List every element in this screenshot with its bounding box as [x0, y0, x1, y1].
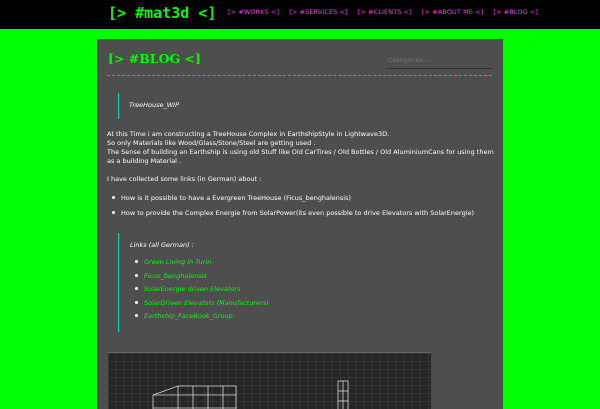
nav-clients[interactable]: [> #CLIENTS <]	[357, 8, 412, 16]
wireframe-render-image	[108, 352, 431, 409]
top-bar	[0, 0, 600, 29]
list-item	[135, 258, 269, 272]
links-intro: I have collected some links (in German) about :	[107, 175, 262, 183]
link-solar-elevator-manufacturers[interactable]: SolarDriven Elevators (Manufacturers)	[144, 298, 269, 307]
blog-panel	[97, 39, 503, 409]
body-line: So only Materials like Wood/Glass/Stone/Steel are getting used .	[107, 139, 316, 147]
nav-works[interactable]: [> #WORKS <]	[228, 8, 280, 16]
topic-list	[111, 194, 491, 224]
link-earthship-facebook-group[interactable]: Earthship_FaceBook_Group	[144, 312, 233, 320]
list-item	[135, 312, 269, 326]
post-body	[107, 130, 495, 184]
nav-about-me[interactable]: [> #ABOUT ME <]	[421, 8, 484, 16]
blog-title: [> #BLOG <]	[108, 51, 201, 66]
nav-services[interactable]: [> #SERVICES <]	[289, 8, 348, 16]
site-logo[interactable]: [> #mat3d <]	[108, 4, 217, 22]
link-ficus-benghalensis[interactable]: Ficus_benghalensis	[144, 271, 207, 280]
main-nav	[228, 8, 538, 16]
list-item	[135, 272, 269, 286]
list-item: How to provide the Complex Energie from SolarPower(its even possible to drive Elevators with SolarEnergie)	[111, 209, 491, 217]
post-title: TreeHouse_WIP	[129, 101, 180, 109]
link-green-living-turin[interactable]: Green Living in Turin	[144, 258, 212, 266]
list-item	[135, 285, 269, 299]
categories-input[interactable]	[386, 54, 492, 69]
body-line: At this Time i am constructing a TreeHouse Complex in EarthshipStyle in Lightwave3D.	[107, 130, 390, 138]
links-list	[135, 258, 269, 326]
links-quote	[118, 233, 479, 332]
links-title: Links (all German) :	[130, 241, 194, 249]
wireframe-drawing	[108, 353, 431, 409]
list-item	[135, 299, 269, 313]
dashed-divider	[107, 75, 492, 76]
nav-blog[interactable]: [> #BLOG <]	[493, 8, 538, 16]
list-item: How is it possible to have a Evergreen TreeHouse (Ficus_benghalensis)	[111, 194, 491, 202]
post-title-quote	[118, 93, 179, 119]
link-solar-elevators[interactable]: SolarEnergie driven Elevators	[144, 285, 241, 293]
body-line: The Sense of building an Earthship is using old Stuff like Old CarTires / Old Bottles / Old AluminiumCans for using them as a building Material .	[107, 148, 494, 165]
